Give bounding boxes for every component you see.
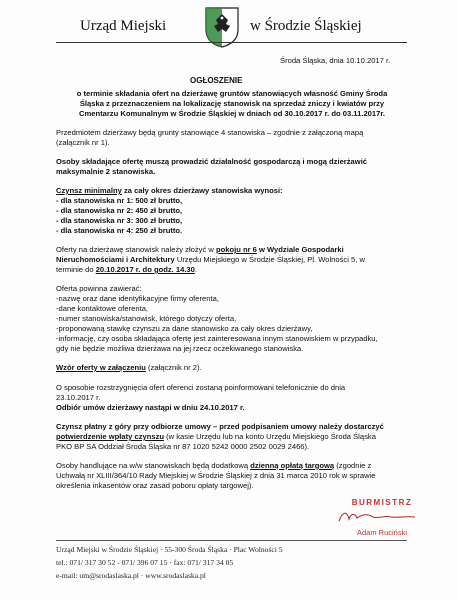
document-title: OGŁOSZENIE xyxy=(190,76,243,85)
letterhead-left: Urząd Miejski xyxy=(80,18,167,34)
contents-heading: Oferta powinna zawierać: xyxy=(56,284,142,293)
fee-line-2: Uchwałą nr XLIII/364/10 Rady Miejskiej w Środzie Śląskiej z dnia 31 marca 2010 rok w sprawie xyxy=(56,471,376,480)
footer-phone: tel.: 071/ 317 30 52 - 071/ 396 07 15 · fax: 071/ 317 34 05 xyxy=(56,558,234,567)
contents-item-5-cont: gdy nie będzie możliwa dzierżawa na jej rzecz oczekiwanego stanowiska. xyxy=(56,344,304,353)
subject-line-2: (załącznik nr 1). xyxy=(56,138,110,147)
rent-heading xyxy=(56,186,401,195)
offers-line-2 xyxy=(56,255,401,264)
rent-heading-underlined: Czynsz minimalny xyxy=(56,186,122,195)
footer-address: Urząd Miejski w Środzie Śląskiej · 55-300 Środa Śląska · Plac Wolności 5 xyxy=(56,545,283,554)
rent-item-2: - dla stanowiska nr 2: 450 zł brutto, xyxy=(56,206,183,215)
payment-line-2 xyxy=(56,432,401,441)
offers-text-a: Oferty na dzierżawę stanowisk należy złożyć w xyxy=(56,245,216,254)
fee-text-a: Osoby handlujące na w/w stanowiskach będą dodatkową xyxy=(56,461,251,470)
contents-item-1: -nazwę oraz dane identyfikacyjne firmy oferenta, xyxy=(56,294,219,303)
payment-line-3: PKO BP SA Oddział Środa Śląska nr 87 1020 5242 0000 2502 0029 2466). xyxy=(56,442,310,451)
signature-icon xyxy=(327,509,437,523)
letterhead-divider xyxy=(56,42,407,43)
letterhead-right: w Środzie Śląskiej xyxy=(250,18,362,34)
intro-line-2: Śląska z przeznaczeniem na lokalizację stanowisk na sprzedaż zniczy i kwiatów przy xyxy=(79,99,385,108)
intro-line-3: Cmentarzu Komunalnym w Środzie Śląskiej w dniach od 30.10.2017 r. do 03.11.2017r. xyxy=(79,109,385,118)
stamp-title: BURMISTRZ xyxy=(351,498,413,507)
offers-department: w Wydziale Gospodarki xyxy=(256,245,344,254)
document-date: Środa Śląska, dnia 10.10.2017 r. xyxy=(280,56,391,65)
letterhead xyxy=(0,6,457,48)
footer-email: e-mail: um@srodaslaska.pl · www.srodaslaska.pl xyxy=(56,571,206,580)
fee-line-1 xyxy=(56,461,401,470)
rent-item-1: - dla stanowiska nr 1: 500 zł brutto, xyxy=(56,196,183,205)
rent-heading-rest: za cały okres dzierżawy stanowiska wynosi: xyxy=(121,186,283,195)
rent-item-4: - dla stanowiska nr 4: 250 zł brutto. xyxy=(56,226,183,235)
rent-item-3: - dla stanowiska nr 3: 300 zł brutto, xyxy=(56,216,183,225)
offers-period: . xyxy=(194,265,198,274)
contents-item-3: -numer stanowiska/stanowisk, którego dotyczy oferta, xyxy=(56,314,237,323)
resolution-line-3: Odbiór umów dzierżawy nastąpi w dniu 24.10.2017 r. xyxy=(56,403,245,412)
contents-item-4: -proponowaną stawkę czynszu za dane stanowisko za cały okres dzierżawy, xyxy=(56,324,313,333)
offers-line-1 xyxy=(56,245,401,254)
offers-deadline-label: terminie do xyxy=(56,265,96,274)
model-label: Wzór oferty w załączeniu xyxy=(56,363,146,372)
persons-line-2: maksymalnie 2 stanowiska. xyxy=(56,167,156,176)
model-line xyxy=(56,363,401,372)
contents-item-2: -dane kontaktowe oferenta, xyxy=(56,304,149,313)
resolution-line-2: 23.10.2017 r. xyxy=(56,393,101,402)
fee-text-c: (zgodnie z xyxy=(334,461,372,470)
payment-line-1: Czynsz płatny z góry przy odbiorze umowy – przed podpisaniem umowy należy dostarczyć xyxy=(56,422,384,431)
mayor-stamp xyxy=(322,498,442,537)
fee-market-charge: dzienną opłatą targową xyxy=(250,461,335,470)
offers-deadline: 20.10.2017 r. do godz. 14.30 xyxy=(95,265,195,274)
resolution-line-1: O sposobie rozstrzygnięcia ofert oferenci zostaną poinformowani telefonicznie do dnia xyxy=(56,383,346,392)
payment-where: (w kasie Urzędu lub na konto Urzędu Miejskiego Środa Śląska xyxy=(164,432,376,441)
model-ref: (załącznik nr 2). xyxy=(145,363,202,372)
fee-line-3: określenia inkasentów oraz zasad poboru opłaty targowej). xyxy=(56,481,254,490)
offers-department-2: Nieruchomościami i Architektury xyxy=(56,255,175,264)
subject-line-1: Przedmiotem dzierżawy będą grunty stanowiące 4 stanowiska – zgodnie z załączoną mapą xyxy=(56,128,364,137)
intro-line-1: o terminie składania ofert na dzierżawę gruntów stanowiących własność Gminy Środa xyxy=(76,89,388,98)
contents-item-5: -informację, czy osoba składająca ofertę jest zainteresowana innym stanowiskiem w przypadku, xyxy=(56,334,378,343)
persons-line-1: Osoby składające ofertę muszą prowadzić działalność gospodarczą i mogą dzierżawić xyxy=(56,157,368,166)
offers-line-3 xyxy=(56,265,401,274)
offers-room: pokoju nr 6 xyxy=(215,245,257,254)
footer-divider xyxy=(56,540,407,541)
stamp-name: Adam Ruciński xyxy=(356,528,408,537)
payment-confirmation: potwierdzenie wpłaty czynszu xyxy=(56,432,165,441)
offers-address: Urzędu Miejskiego w Środzie Śląskiej, Pl. Wolności 5, w xyxy=(174,255,365,264)
